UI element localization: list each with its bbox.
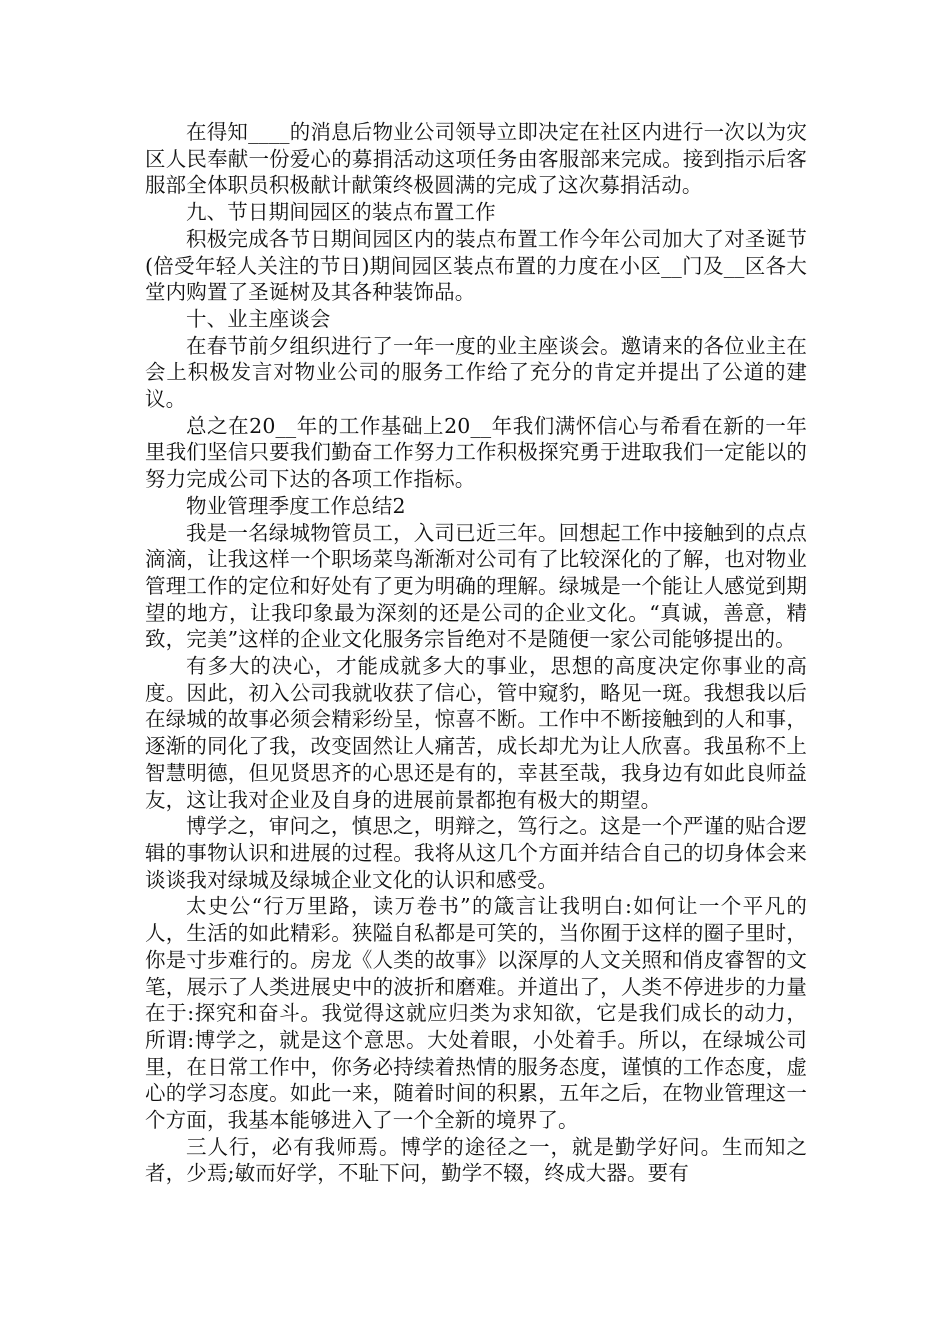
heading-owner-forum: 十、业主座谈会 [186, 306, 331, 331]
heading-summary-2: 物业管理季度工作总结2 [186, 493, 406, 518]
paragraph-taishigong: 太史公“行万里路，读万卷书”的箴言让我明白:如何让一个平凡的人，生活的如此精彩。狭隘自私都是可笑的，当你囿于这样的圈子里时，你是寸步难行的。房龙《人类的故事》以深厚的人文关照和俏皮睿智的文笔，展示了人类进展史中的波折和磨难。并道出了，人类不停进步的力量在于:探究和奋斗。我觉得这就应归类为求知欲，它是我们成长的动力，所谓:博学之，就是这个意思。大处着眼，小处着手。所以，在绿城公司里，在日常工作中，你务必持续着热情的服务态度，谨慎的工作态度，虚心的学习态度。如此一来，随着时间的积累，五年之后，在物业管理这一个方面，我基本能够进入了一个全新的境界了。 [145, 894, 807, 1133]
paragraph-holiday-decoration: 积极完成各节日期间园区内的装点布置工作今年公司加大了对圣诞节(倍受年轻人关注的节日)期间园区装点布置的力度在小区__门及__区各大堂内购置了圣诞树及其各种装饰品。 [145, 226, 807, 305]
heading-holiday-decoration: 九、节日期间园区的装点布置工作 [186, 200, 496, 225]
paragraph-intro: 我是一名绿城物管员工，入司已近三年。回想起工作中接触到的点点滴滴，让我这样一个职场菜鸟渐渐对公司有了比较深化的了解，也对物业管理工作的定位和好处有了更为明确的理解。绿城是一个能让人感觉到期望的地方，让我印象最为深刻的还是公司的企业文化。“真诚，善意，精致，完美”这样的企业文化服务宗旨绝对不是随便一家公司能够提出的。 [145, 520, 807, 652]
document-page [145, 119, 807, 1187]
paragraph-three-people: 三人行，必有我师焉。博学的途径之一，就是勤学好问。生而知之者，少焉;敏而好学，不耻下问，勤学不辍，终成大器。要有 [145, 1134, 807, 1186]
paragraph-learning: 博学之，审问之，慎思之，明辩之，笃行之。这是一个严谨的贴合逻辑的事物认识和进展的过程。我将从这几个方面并结合自己的切身体会来谈谈我对绿城及绿城企业文化的认识和感受。 [145, 814, 807, 892]
paragraph-fundraising: 在得知____的消息后物业公司领导立即决定在社区内进行一次以为灾区人民奉献一份爱心的募捐活动这项任务由客服部来完成。接到指示后客服部全体职员积极献计献策终极圆满的完成了这次募捐活动。 [145, 120, 807, 198]
paragraph-determination: 有多大的决心，才能成就多大的事业，思想的高度决定你事业的高度。因此，初入公司我就收获了信心，管中窥豹，略见一斑。我想我以后在绿城的故事必须会精彩纷呈，惊喜不断。工作中不断接触到的人和事，逐渐的同化了我，改变固然让人痛苦，成长却尤为让人欣喜。我虽称不上智慧明德，但见贤思齐的心思还是有的，幸甚至哉，我身边有如此良师益友，这让我对企业及自身的进展前景都抱有极大的期望。 [145, 654, 807, 812]
paragraph-conclusion: 总之在20__年的工作基础上20__年我们满怀信心与希看在新的一年里我们坚信只要我们勤奋工作努力工作积极探究勇于进取我们一定能以的努力完成公司下达的各项工作指标。 [145, 413, 807, 492]
paragraph-owner-forum: 在春节前夕组织进行了一年一度的业主座谈会。邀请来的各位业主在会上积极发言对物业公司的服务工作给了充分的肯定并提出了公道的建议。 [145, 333, 807, 412]
